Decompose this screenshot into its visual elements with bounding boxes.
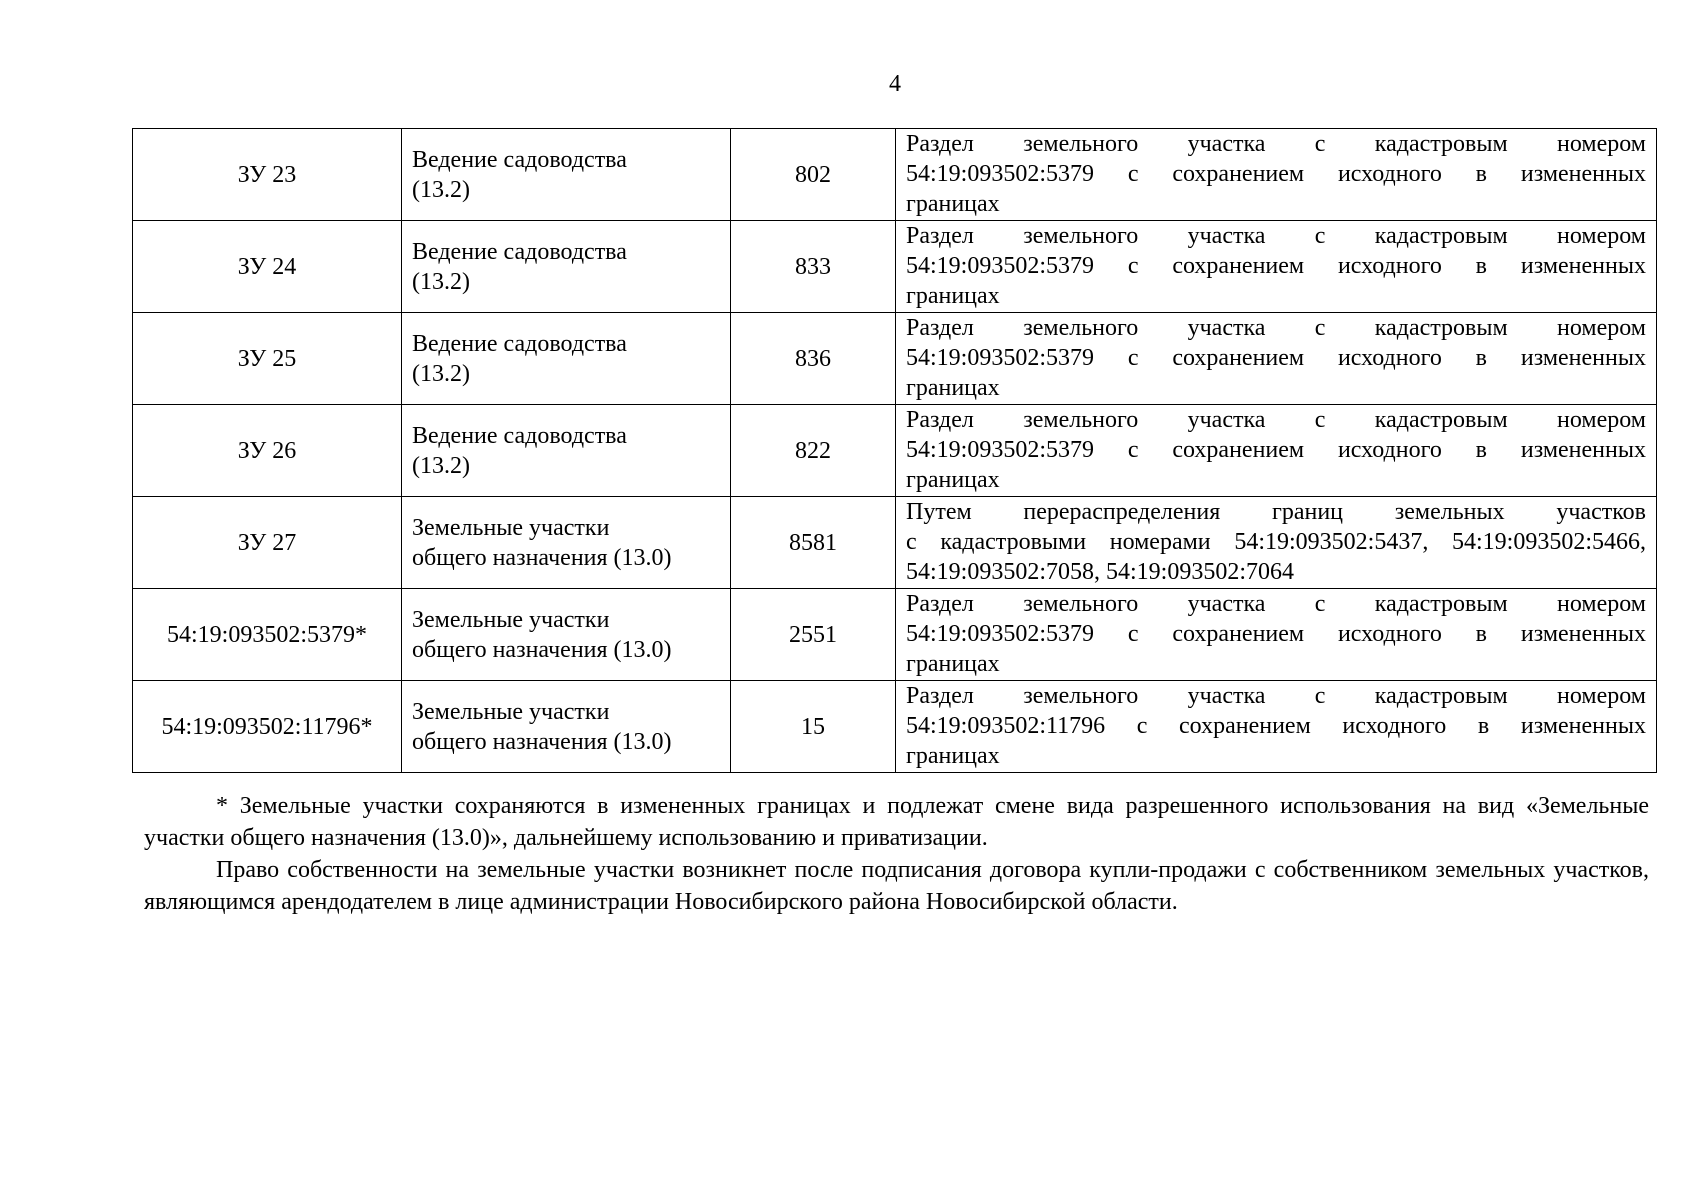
formation-method-cell bbox=[896, 497, 1657, 589]
table-row bbox=[133, 313, 1657, 405]
formation-method-line: Путем перераспределения границ земельных участков bbox=[906, 499, 1646, 525]
formation-method-line: 54:19:093502:5379 с сохранением исходного в измененных bbox=[906, 253, 1646, 279]
notes-section bbox=[144, 790, 1649, 918]
permitted-use-line: Земельные участки bbox=[412, 514, 610, 541]
permitted-use-cell bbox=[402, 129, 731, 221]
parcels-table bbox=[132, 128, 1657, 773]
formation-method-line: Раздел земельного участка с кадастровым номером bbox=[906, 683, 1646, 709]
permitted-use-line: Ведение садоводства bbox=[412, 238, 627, 265]
formation-method-cell bbox=[896, 221, 1657, 313]
area-cell: 836 bbox=[731, 313, 896, 405]
area-cell: 15 bbox=[731, 681, 896, 773]
permitted-use-line: Земельные участки bbox=[412, 606, 610, 633]
formation-method-line: Раздел земельного участка с кадастровым номером bbox=[906, 131, 1646, 157]
formation-method-line: 54:19:093502:5379 с сохранением исходного в измененных bbox=[906, 161, 1646, 187]
parcel-id-cell: 54:19:093502:5379* bbox=[133, 589, 402, 681]
parcel-id-cell: 54:19:093502:11796* bbox=[133, 681, 402, 773]
formation-method-line: границах bbox=[906, 283, 1000, 309]
formation-method-line: 54:19:093502:11796 с сохранением исходного в измененных bbox=[906, 713, 1646, 739]
table-row bbox=[133, 405, 1657, 497]
permitted-use-cell bbox=[402, 313, 731, 405]
parcel-id-cell: ЗУ 24 bbox=[133, 221, 402, 313]
formation-method-line: Раздел земельного участка с кадастровым номером bbox=[906, 591, 1646, 617]
formation-method-line: 54:19:093502:5379 с сохранением исходного в измененных bbox=[906, 437, 1646, 463]
formation-method-line: Раздел земельного участка с кадастровым номером bbox=[906, 223, 1646, 249]
permitted-use-line: (13.2) bbox=[412, 268, 470, 295]
formation-method-line: 54:19:093502:7058, 54:19:093502:7064 bbox=[906, 559, 1295, 585]
formation-method-cell bbox=[896, 681, 1657, 773]
parcel-id-cell: ЗУ 26 bbox=[133, 405, 402, 497]
formation-method-line: границах bbox=[906, 651, 1000, 677]
permitted-use-line: (13.2) bbox=[412, 176, 470, 203]
formation-method-line: 54:19:093502:5379 с сохранением исходного в измененных bbox=[906, 345, 1646, 371]
permitted-use-line: общего назначения (13.0) bbox=[412, 544, 672, 571]
area-cell: 822 bbox=[731, 405, 896, 497]
formation-method-line: с кадастровыми номерами 54:19:093502:5437, 54:19:093502:5466, bbox=[906, 529, 1646, 555]
permitted-use-line: (13.2) bbox=[412, 360, 470, 387]
table-row bbox=[133, 589, 1657, 681]
ownership-paragraph: Право собственности на земельные участки возникнет после подписания договора купли-продажи с собственником земельных участков, являющимся арендодателем в лице администрации Новосибирского района Новосибирской области. bbox=[144, 857, 1649, 915]
table-row bbox=[133, 129, 1657, 221]
permitted-use-line: Ведение садоводства bbox=[412, 422, 627, 449]
formation-method-cell bbox=[896, 313, 1657, 405]
formation-method-line: границах bbox=[906, 191, 1000, 217]
page-number: 4 bbox=[889, 71, 901, 97]
formation-method-cell bbox=[896, 589, 1657, 681]
permitted-use-line: Ведение садоводства bbox=[412, 146, 627, 173]
formation-method-line: границах bbox=[906, 467, 1000, 493]
table-row bbox=[133, 221, 1657, 313]
parcel-id-cell: ЗУ 27 bbox=[133, 497, 402, 589]
permitted-use-line: (13.2) bbox=[412, 452, 470, 479]
area-cell: 8581 bbox=[731, 497, 896, 589]
permitted-use-line: Земельные участки bbox=[412, 698, 610, 725]
area-cell: 2551 bbox=[731, 589, 896, 681]
table-row bbox=[133, 681, 1657, 773]
permitted-use-cell bbox=[402, 221, 731, 313]
formation-method-cell bbox=[896, 129, 1657, 221]
formation-method-cell bbox=[896, 405, 1657, 497]
area-cell: 802 bbox=[731, 129, 896, 221]
permitted-use-line: Ведение садоводства bbox=[412, 330, 627, 357]
parcel-id-cell: ЗУ 25 bbox=[133, 313, 402, 405]
permitted-use-line: общего назначения (13.0) bbox=[412, 636, 672, 663]
permitted-use-cell bbox=[402, 589, 731, 681]
footnote-paragraph: * Земельные участки сохраняются в измененных границах и подлежат смене вида разрешенного использования на вид «Земельные участки общего назначения (13.0)», дальнейшему использованию и приватизации. bbox=[144, 793, 1649, 851]
area-cell: 833 bbox=[731, 221, 896, 313]
formation-method-line: границах bbox=[906, 375, 1000, 401]
formation-method-line: Раздел земельного участка с кадастровым номером bbox=[906, 407, 1646, 433]
parcel-id-cell: ЗУ 23 bbox=[133, 129, 402, 221]
permitted-use-cell bbox=[402, 405, 731, 497]
formation-method-line: границах bbox=[906, 743, 1000, 769]
permitted-use-cell bbox=[402, 497, 731, 589]
table-row bbox=[133, 497, 1657, 589]
permitted-use-cell bbox=[402, 681, 731, 773]
formation-method-line: 54:19:093502:5379 с сохранением исходного в измененных bbox=[906, 621, 1646, 647]
permitted-use-line: общего назначения (13.0) bbox=[412, 728, 672, 755]
formation-method-line: Раздел земельного участка с кадастровым номером bbox=[906, 315, 1646, 341]
